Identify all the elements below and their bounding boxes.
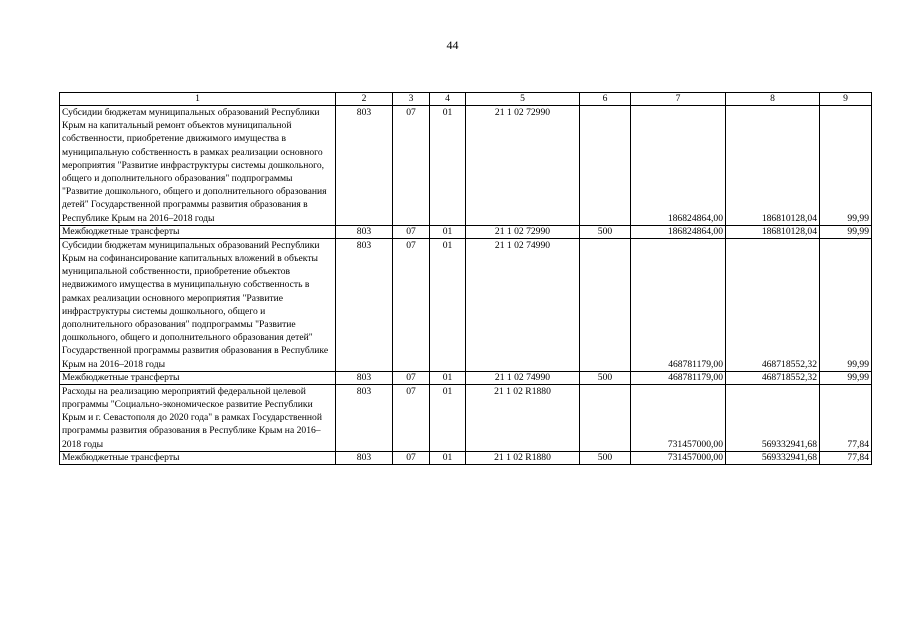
expense-name: Межбюджетные трансферты [60, 225, 336, 238]
column-header: 9 [820, 93, 872, 106]
table-row [60, 451, 872, 464]
column-header: 3 [393, 93, 430, 106]
subsection-code: 01 [430, 225, 466, 238]
section-code: 07 [393, 238, 430, 371]
table-row [60, 238, 872, 371]
expense-type-code [580, 238, 631, 371]
ministry-code: 803 [336, 238, 393, 371]
ministry-code: 803 [336, 371, 393, 384]
expense-type-code: 500 [580, 371, 631, 384]
table-row [60, 225, 872, 238]
target-article-code: 21 1 02 74990 [466, 238, 580, 371]
planned-amount: 731457000,00 [631, 451, 726, 464]
subsection-code: 01 [430, 451, 466, 464]
ministry-code: 803 [336, 451, 393, 464]
budget-table [59, 92, 872, 465]
expense-name: Межбюджетные трансферты [60, 371, 336, 384]
expense-type-code [580, 106, 631, 226]
subsection-code: 01 [430, 384, 466, 451]
expense-type-code: 500 [580, 225, 631, 238]
column-header: 8 [726, 93, 820, 106]
planned-amount: 731457000,00 [631, 384, 726, 451]
executed-amount: 468718552,32 [726, 371, 820, 384]
executed-amount: 468718552,32 [726, 238, 820, 371]
expense-name: Субсидии бюджетам муниципальных образований Республики Крым на софинансирование капитальных вложений в объекты муниципальной собственности, приобретение объектов недвижимого имущества в муниципальную собственность в рамках реализации основного мероприятия "Развитие инфраструктуры системы дошкольного, общего и дополнительного образования" подпрограммы "Развитие дошкольного, общего и дополнительного образования детей" Государственной программы развития образования в Республике Крым на 2016–2018 годы [60, 238, 336, 371]
execution-percent: 99,99 [820, 225, 872, 238]
column-header: 5 [466, 93, 580, 106]
expense-name: Расходы на реализацию мероприятий федеральной целевой программы "Социально-экономическое развитие Республики Крым и г. Севастополя до 2020 года" в рамках Государственной программы развития образования в Республике Крым на 2016–2018 годы [60, 384, 336, 451]
column-header: 4 [430, 93, 466, 106]
target-article-code: 21 1 02 R1880 [466, 384, 580, 451]
column-header: 2 [336, 93, 393, 106]
executed-amount: 569332941,68 [726, 384, 820, 451]
section-code: 07 [393, 451, 430, 464]
table-row [60, 106, 872, 226]
table-row [60, 371, 872, 384]
execution-percent: 99,99 [820, 371, 872, 384]
subsection-code: 01 [430, 238, 466, 371]
target-article-code: 21 1 02 72990 [466, 225, 580, 238]
section-code: 07 [393, 384, 430, 451]
planned-amount: 186824864,00 [631, 225, 726, 238]
column-header: 6 [580, 93, 631, 106]
table-header-row [60, 93, 872, 106]
ministry-code: 803 [336, 225, 393, 238]
subsection-code: 01 [430, 106, 466, 226]
target-article-code: 21 1 02 72990 [466, 106, 580, 226]
table-row [60, 384, 872, 451]
column-header: 1 [60, 93, 336, 106]
execution-percent: 99,99 [820, 238, 872, 371]
column-header: 7 [631, 93, 726, 106]
subsection-code: 01 [430, 371, 466, 384]
planned-amount: 468781179,00 [631, 238, 726, 371]
execution-percent: 99,99 [820, 106, 872, 226]
expense-name: Межбюджетные трансферты [60, 451, 336, 464]
execution-percent: 77,84 [820, 384, 872, 451]
planned-amount: 186824864,00 [631, 106, 726, 226]
execution-percent: 77,84 [820, 451, 872, 464]
executed-amount: 186810128,04 [726, 225, 820, 238]
section-code: 07 [393, 225, 430, 238]
expense-type-code [580, 384, 631, 451]
ministry-code: 803 [336, 384, 393, 451]
executed-amount: 569332941,68 [726, 451, 820, 464]
planned-amount: 468781179,00 [631, 371, 726, 384]
target-article-code: 21 1 02 R1880 [466, 451, 580, 464]
section-code: 07 [393, 371, 430, 384]
section-code: 07 [393, 106, 430, 226]
executed-amount: 186810128,04 [726, 106, 820, 226]
page-number: 44 [446, 38, 459, 52]
expense-name: Субсидии бюджетам муниципальных образований Республики Крым на капитальный ремонт объектов муниципальной собственности, приобретение движимого имущества в муниципальную собственность в рамках реализации основного мероприятия "Развитие инфраструктуры системы дошкольного, общего и дополнительного образования" подпрограммы "Развитие дошкольного, общего и дополнительного образования детей" Государственной программы развития образования в Республике Крым на 2016–2018 годы [60, 106, 336, 226]
ministry-code: 803 [336, 106, 393, 226]
expense-type-code: 500 [580, 451, 631, 464]
target-article-code: 21 1 02 74990 [466, 371, 580, 384]
